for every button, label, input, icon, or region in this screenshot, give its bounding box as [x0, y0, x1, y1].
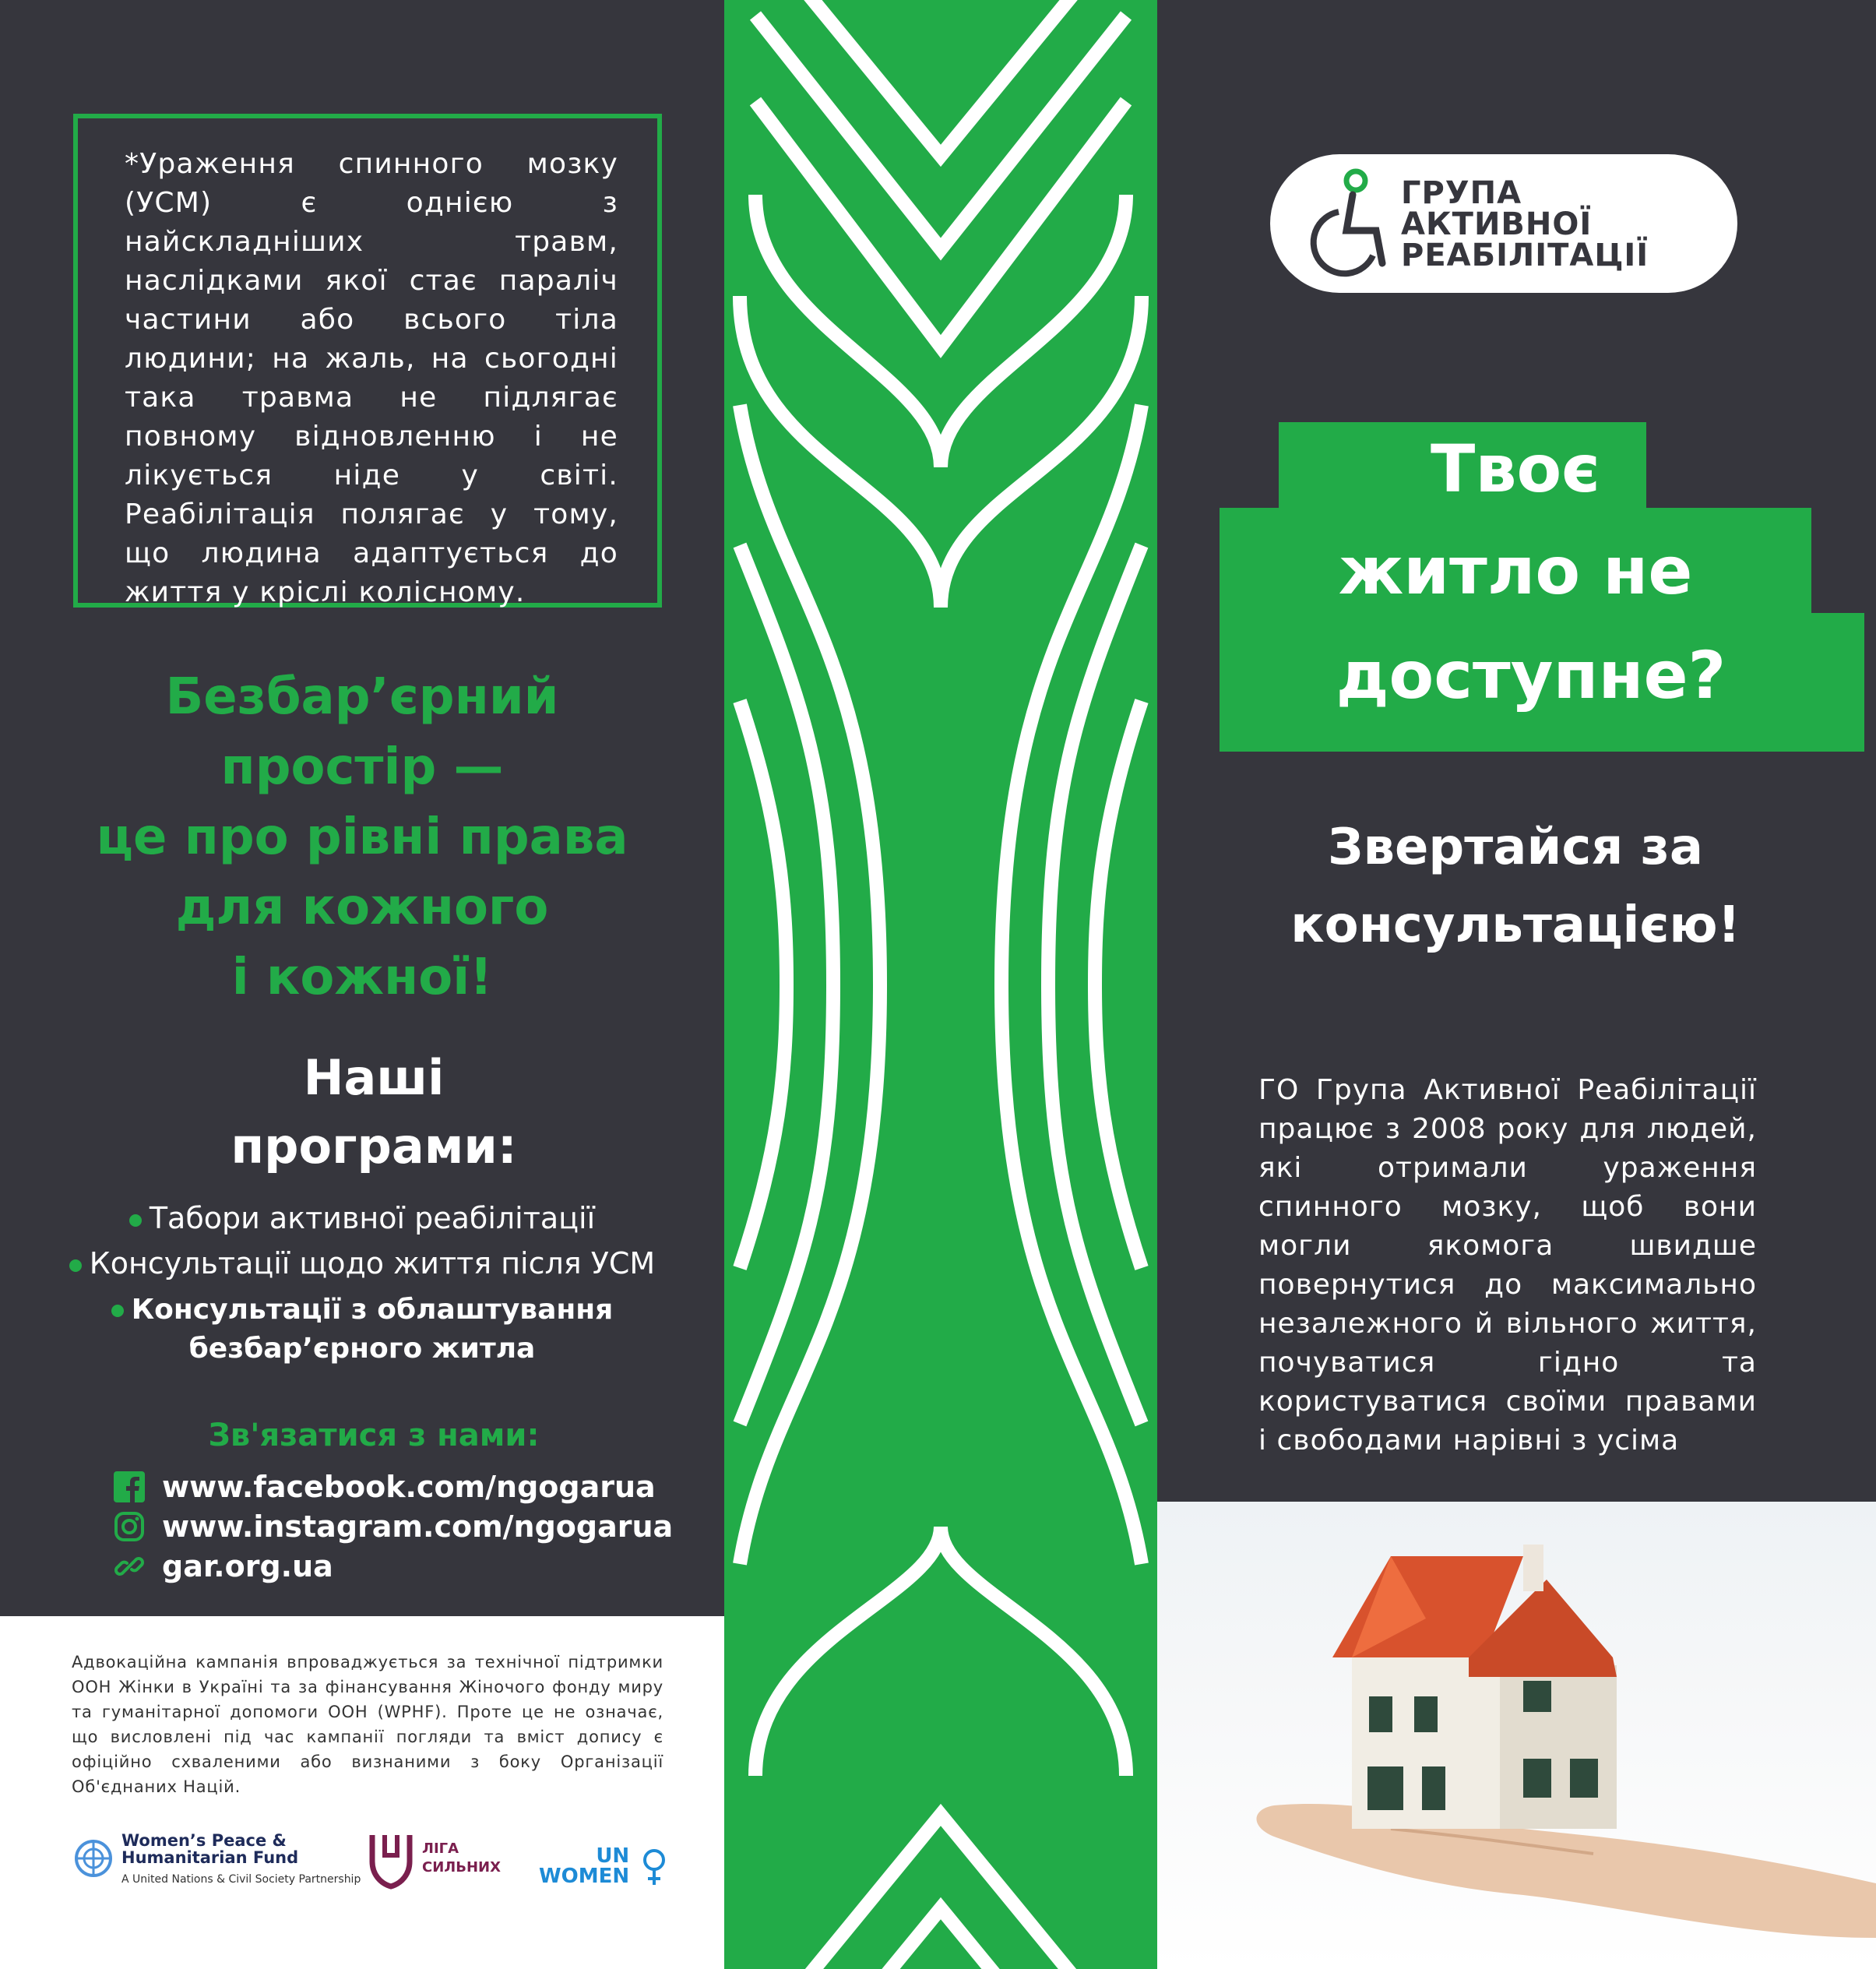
wphf-logo [121, 1832, 361, 1888]
house-in-hand-illustration [1157, 1502, 1876, 1969]
program-label: Консультації щодо життя після УСМ [89, 1246, 656, 1280]
unwomen-line1: UN [596, 1844, 630, 1868]
instagram-icon [114, 1511, 145, 1542]
program-item [31, 1241, 693, 1286]
slogan-line: простір — [220, 738, 504, 796]
slogan-line: і кожної! [231, 949, 493, 1006]
gar-logo-line: АКТИВНОЇ [1401, 206, 1593, 242]
call-to-action [1188, 808, 1843, 964]
disclaimer-text: Адвокаційна кампанія впроваджується за технічної підтримки ООН Жінки в Україні та за фінансування Жіночого фонду миру та гуманітарної допомоги ООН (WPHF). Проте це не означає, що висловлені під час кампанії погляди та вміст допису є офіційно схваленими або визнаними з боку Організації Об'єднаних Націй. [72, 1653, 663, 1796]
program-label: Табори активної реабілітації [149, 1201, 596, 1235]
un-emblem-icon [70, 1835, 125, 1890]
liga-line2: СИЛЬНИХ [422, 1859, 501, 1876]
link-icon [114, 1551, 145, 1582]
facebook-icon [114, 1471, 145, 1502]
headline-line: Твоє [1431, 431, 1600, 507]
headline-line: доступне? [1336, 637, 1726, 713]
facebook-link[interactable]: www.facebook.com/ngogarua [162, 1470, 656, 1504]
gar-logo-line: РЕАБІЛІТАЦІЇ [1401, 238, 1649, 273]
middle-pattern-panel [724, 0, 1157, 1969]
house-in-hand-photo [1157, 1502, 1876, 1969]
website-contact[interactable] [114, 1548, 333, 1584]
about-text: ГО Група Активної Реабілітації працює з 2008 року для людей, які отримали ураження спинного мозку, щоб вони могли якомога швидше повернутися до максимально незалежного й вільного життя, почуватися гідно та користуватися своїми правами і свободами нарівні з усіма [1258, 1074, 1757, 1456]
programs-list [31, 1196, 693, 1368]
gar-logo [1270, 154, 1737, 293]
partner-logos [70, 1830, 678, 1900]
chevron-pattern [724, 0, 1157, 1969]
bullet-icon [111, 1305, 124, 1317]
wphf-sub: A United Nations & Civil Society Partnership [121, 1873, 361, 1886]
sci-note-box [73, 114, 662, 608]
programs-title [47, 1044, 701, 1181]
bullet-icon [69, 1259, 82, 1272]
wphf-line2: Humanitarian Fund [121, 1848, 299, 1867]
headline-line: житло не [1338, 533, 1693, 609]
unwomen-logo [539, 1846, 629, 1886]
program-label: Консультації з облаштування [131, 1294, 614, 1326]
program-item [31, 1196, 693, 1241]
contact-title: Зв'язатися з нами: [208, 1418, 540, 1453]
slogan [23, 662, 701, 1013]
left-panel [0, 0, 724, 1969]
instagram-link[interactable]: www.instagram.com/ngogarua [162, 1509, 674, 1544]
facebook-contact[interactable] [114, 1469, 656, 1505]
programs-title-line: Наші [303, 1049, 445, 1106]
cta-line: консультацією! [1290, 896, 1740, 954]
slogan-line: це про рівні права [96, 808, 628, 866]
gar-logo-line: ГРУПА [1401, 175, 1522, 211]
program-item-highlight [31, 1291, 693, 1330]
programs-title-line: програми: [231, 1118, 517, 1175]
unwomen-line2: WOMEN [539, 1865, 630, 1888]
program-item-highlight-cont [31, 1330, 693, 1368]
wphf-line1: Women’s Peace & [121, 1831, 287, 1850]
slogan-line: Безбар’єрний [165, 668, 559, 726]
sci-note-text: *Ураження спинного мозку (УСМ) є однією з найскладніших травм, наслідками якої стає параліч частини або всього тіла людини; на жаль, на сьогодні така травма не підлягає повному відновленню і не лікується ніде у світі. Реабілітація полягає у тому, що людина адаптується до життя у кріслі колісному. [125, 148, 618, 608]
wheelchair-icon [1301, 164, 1395, 280]
website-link[interactable]: gar.org.ua [162, 1549, 333, 1583]
liga-line1: ЛІГА [422, 1840, 459, 1857]
unwomen-emblem-icon [640, 1847, 668, 1886]
slogan-line: для кожного [175, 879, 549, 936]
bullet-icon [129, 1214, 142, 1227]
right-panel [1157, 0, 1876, 1969]
instagram-contact[interactable] [114, 1509, 673, 1545]
liga-logo [422, 1840, 501, 1877]
liga-emblem-icon [368, 1830, 414, 1893]
cta-line: Звертайся за [1328, 819, 1703, 876]
program-label: безбар’єрного житла [188, 1333, 536, 1365]
gar-logo-text [1401, 175, 1649, 273]
